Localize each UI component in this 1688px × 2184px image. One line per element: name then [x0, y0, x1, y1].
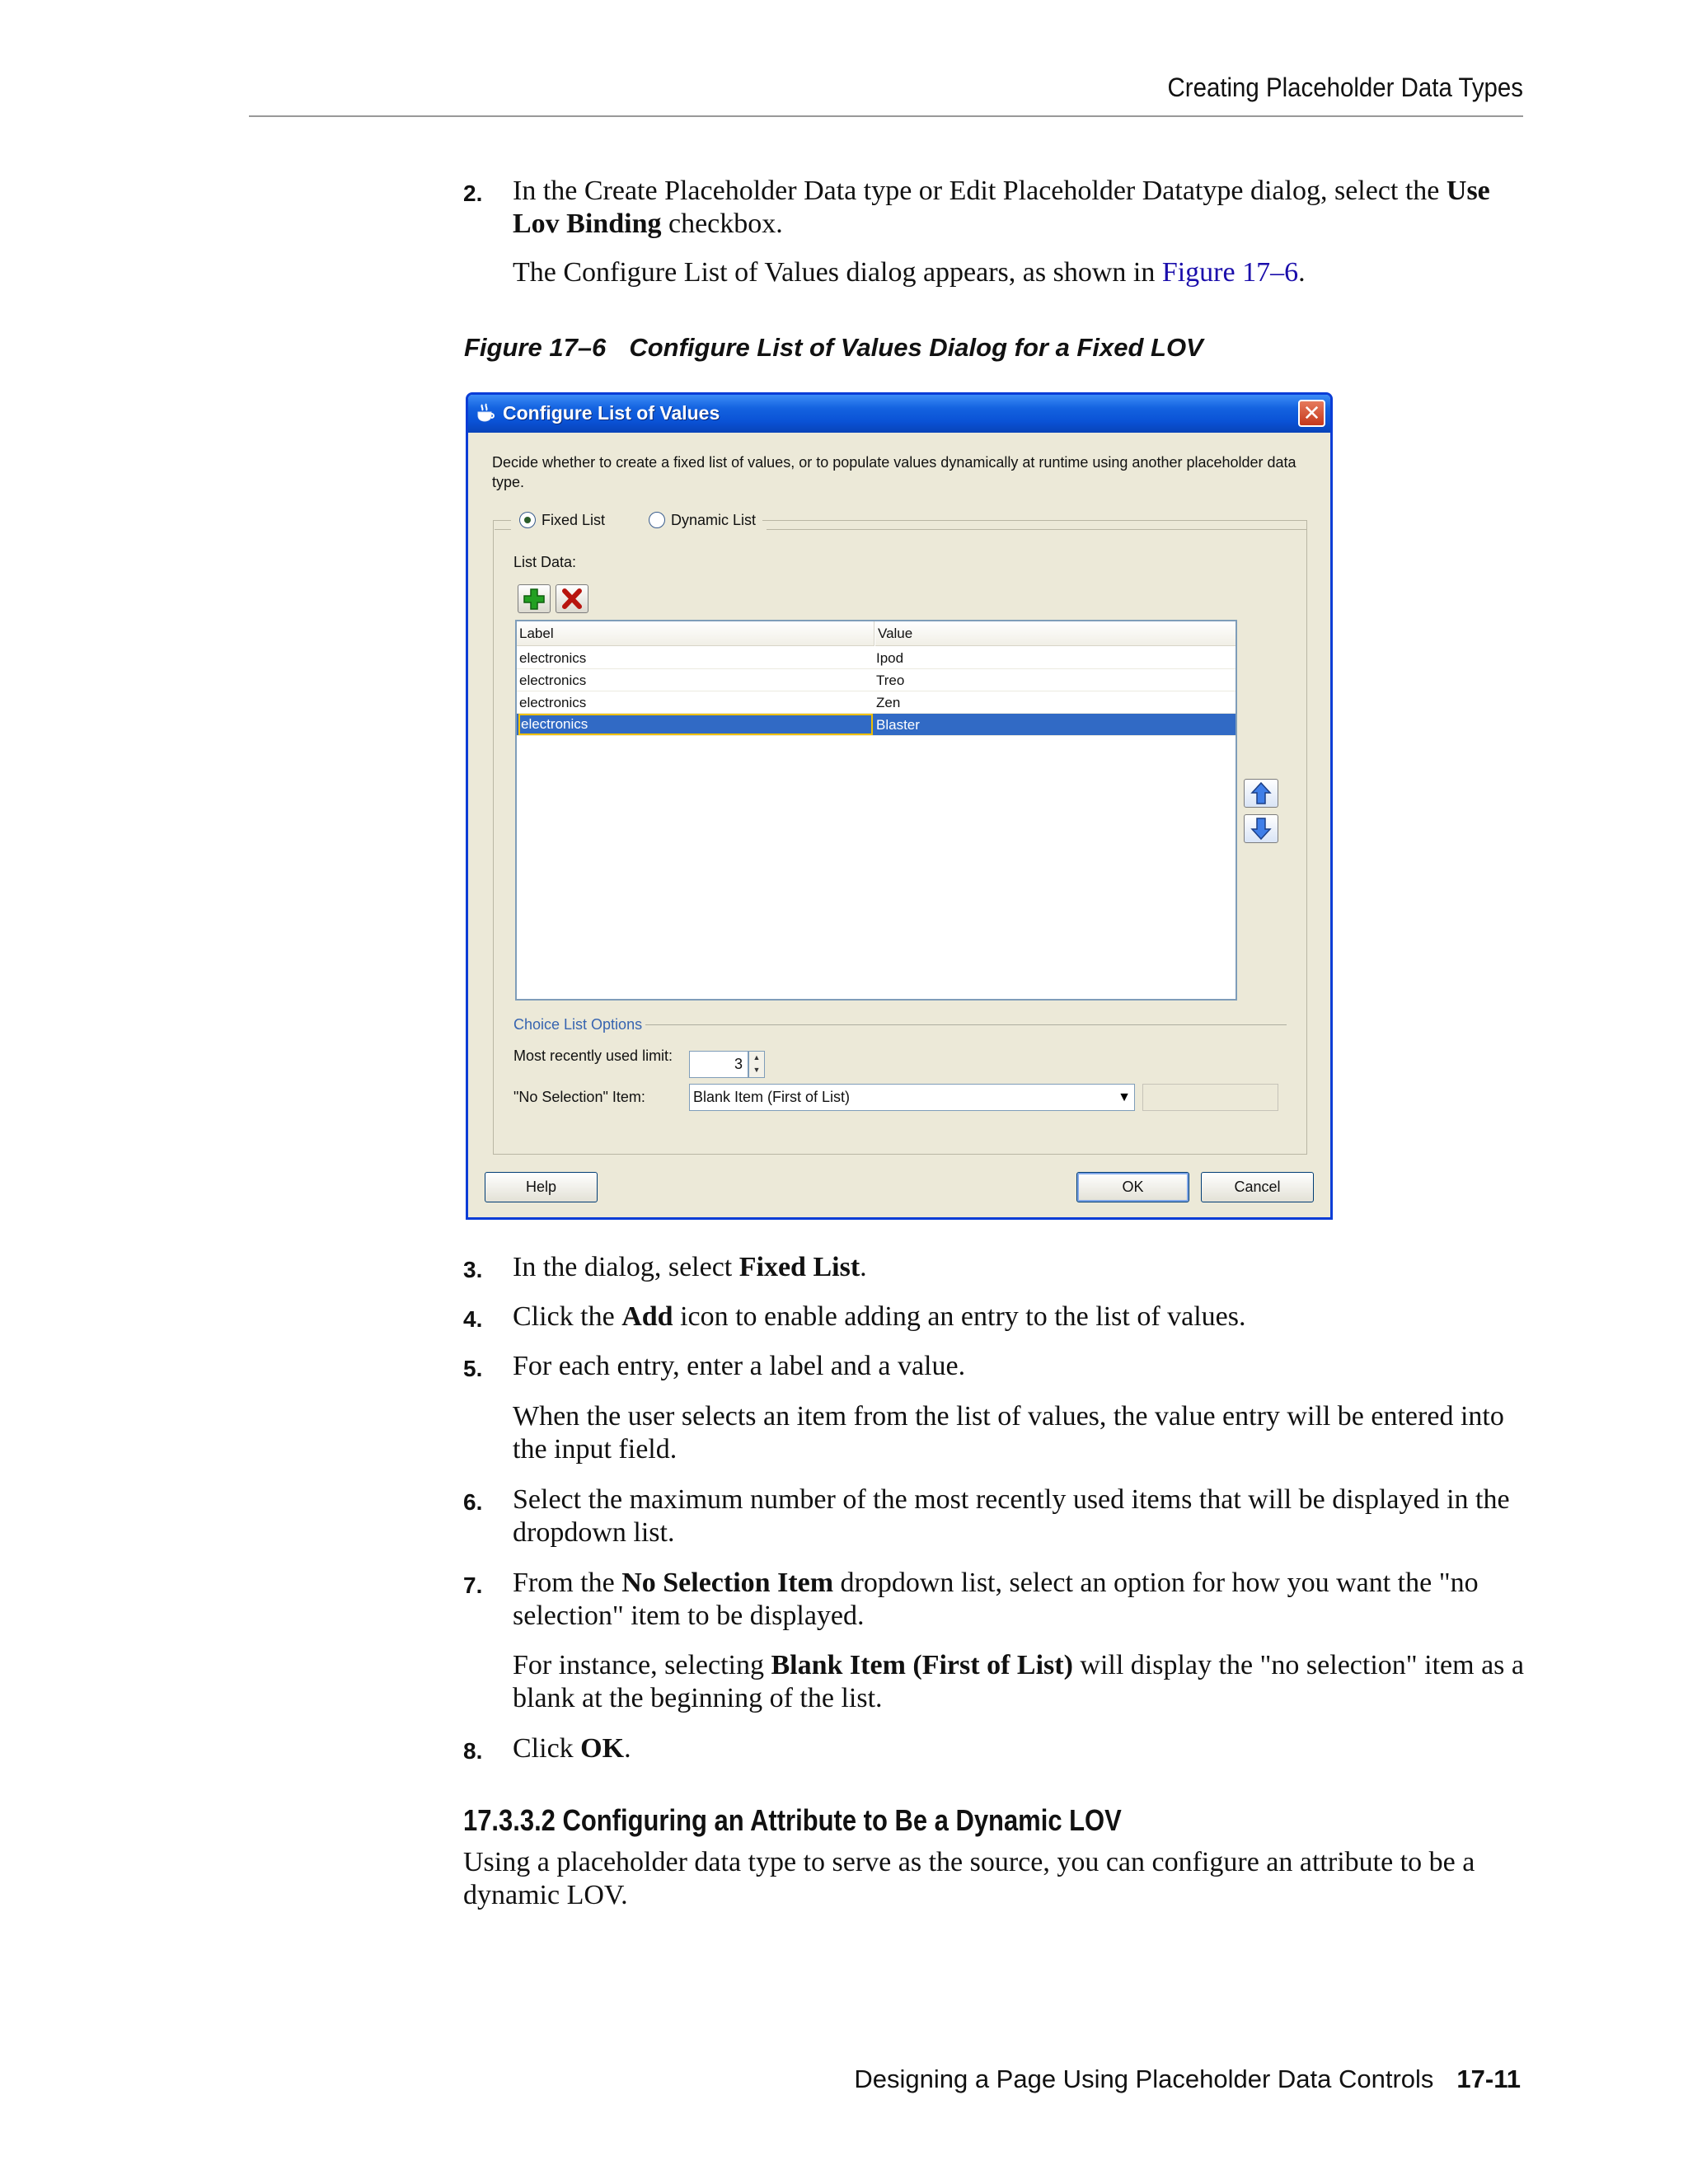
step-2 — [463, 175, 1526, 241]
page-number: 17-11 — [1456, 2064, 1521, 2093]
mru-limit-input[interactable]: 3 — [689, 1051, 748, 1078]
cell-label[interactable]: electronics — [518, 714, 873, 735]
no-selection-label: "No Selection" Item: — [513, 1089, 645, 1105]
choice-list-rule — [645, 1024, 1287, 1025]
step-number: 7. — [463, 1572, 483, 1598]
mru-limit-label: Most recently used limit: — [513, 1047, 673, 1064]
dynamic-list-radio[interactable] — [649, 512, 665, 528]
cell-value[interactable]: Treo — [876, 673, 905, 688]
cell-label[interactable]: electronics — [519, 695, 587, 710]
move-down-button[interactable] — [1244, 814, 1278, 843]
note-step-7: For instance, selecting Blank Item (First of List) will display the "no selection" item as a blank at the beginning of the list. — [513, 1650, 1524, 1713]
configure-lov-dialog — [466, 392, 1333, 1220]
step-4 — [463, 1301, 1526, 1333]
step-number: 6. — [463, 1489, 483, 1515]
table-row[interactable] — [517, 647, 1236, 669]
column-header-label[interactable]: Label — [517, 621, 874, 646]
figure-title: Configure List of Values Dialog for a Fixed LOV — [629, 333, 1203, 362]
dynamic-list-label: Dynamic List — [671, 512, 757, 528]
dialog-titlebar[interactable] — [468, 395, 1330, 433]
footer-title: Designing a Page Using Placeholder Data Controls — [854, 2064, 1434, 2093]
choice-list-options-title: Choice List Options — [513, 1016, 643, 1033]
spin-down-icon[interactable]: ▼ — [753, 1066, 761, 1074]
figure-link[interactable]: Figure 17–6 — [1161, 257, 1299, 288]
step-text: Click the Add icon to enable adding an entry to the list of values. — [513, 1301, 1246, 1332]
delete-icon — [556, 585, 588, 612]
section-heading: 17.3.3.2 Configuring an Attribute to Be a Dynamic LOV — [463, 1803, 1122, 1837]
step-number: 8. — [463, 1738, 483, 1764]
table-row-selected[interactable] — [517, 714, 1236, 736]
step-7 — [463, 1567, 1526, 1633]
cell-value[interactable]: Zen — [876, 695, 901, 710]
group-rule-right — [767, 529, 1306, 530]
mru-limit-spinner[interactable] — [748, 1051, 765, 1078]
step-number: 3. — [463, 1257, 483, 1282]
no-selection-text-field — [1142, 1084, 1278, 1111]
delete-button[interactable] — [556, 584, 588, 613]
coffee-cup-icon — [475, 402, 496, 424]
move-up-icon — [1245, 780, 1278, 807]
step-text: For each entry, enter a label and a value. — [513, 1351, 966, 1381]
running-header: Creating Placeholder Data Types — [1167, 73, 1523, 102]
step-text: In the Create Placeholder Data type or Edit Placeholder Datatype dialog, select the Use Lov Binding checkbox. — [513, 176, 1490, 239]
note-step-5: When the user selects an item from the list of values, the value entry will be entered into the input field. — [513, 1401, 1504, 1465]
no-selection-dropdown[interactable]: Blank Item (First of List) ▼ — [689, 1084, 1135, 1111]
close-button[interactable] — [1298, 400, 1325, 427]
cell-label[interactable]: electronics — [519, 650, 587, 666]
spin-up-icon[interactable]: ▲ — [753, 1053, 761, 1062]
list-data-label: List Data: — [513, 554, 577, 570]
step-text: Select the maximum number of the most recently used items that will be displayed in the dropdown list. — [513, 1484, 1510, 1548]
step-3 — [463, 1251, 1526, 1284]
ok-button[interactable]: OK — [1076, 1172, 1189, 1202]
step-8 — [463, 1732, 1526, 1765]
close-icon: ✕ — [1302, 401, 1321, 425]
table-row[interactable] — [517, 669, 1236, 691]
section-body: Using a placeholder data type to serve as the source, you can configure an attribute to be a dynamic LOV. — [463, 1847, 1475, 1910]
step-5 — [463, 1350, 1526, 1383]
add-icon — [518, 585, 550, 612]
fixed-list-radio[interactable] — [519, 512, 536, 528]
dropdown-arrow-icon: ▼ — [1118, 1090, 1131, 1104]
move-down-icon — [1245, 815, 1278, 842]
fixed-list-label: Fixed List — [542, 512, 606, 528]
page-footer — [854, 2064, 1521, 2094]
column-header-value[interactable]: Value — [875, 621, 1236, 646]
note-figure-reference: The Configure List of Values dialog appears, as shown in Figure 17–6. — [513, 257, 1306, 288]
cell-value[interactable]: Ipod — [876, 650, 904, 666]
step-number: 2. — [463, 180, 483, 206]
cell-label[interactable]: electronics — [519, 673, 587, 688]
group-rule-left — [495, 529, 511, 530]
help-button[interactable]: Help — [485, 1172, 598, 1202]
move-up-button[interactable] — [1244, 779, 1278, 808]
step-6 — [463, 1483, 1526, 1549]
dialog-intro: Decide whether to create a fixed list of values, or to populate values dynamically at runtime using another placeholder data type. — [492, 454, 1296, 490]
step-text: Click OK. — [513, 1733, 631, 1764]
list-data-table[interactable] — [515, 620, 1237, 1001]
step-text: In the dialog, select Fixed List. — [513, 1252, 867, 1282]
table-row[interactable] — [517, 691, 1236, 714]
figure-number: Figure 17–6 — [464, 333, 607, 362]
step-text: From the No Selection Item dropdown list, select an option for how you want the "no selection" item to be displayed. — [513, 1568, 1479, 1631]
header-rule — [249, 115, 1523, 117]
cell-value[interactable]: Blaster — [876, 717, 920, 733]
cancel-button[interactable]: Cancel — [1201, 1172, 1314, 1202]
step-number: 5. — [463, 1356, 483, 1381]
add-button[interactable] — [518, 584, 551, 613]
dialog-title: Configure List of Values — [503, 402, 720, 424]
figure-caption — [464, 333, 1203, 363]
step-number: 4. — [463, 1306, 483, 1332]
